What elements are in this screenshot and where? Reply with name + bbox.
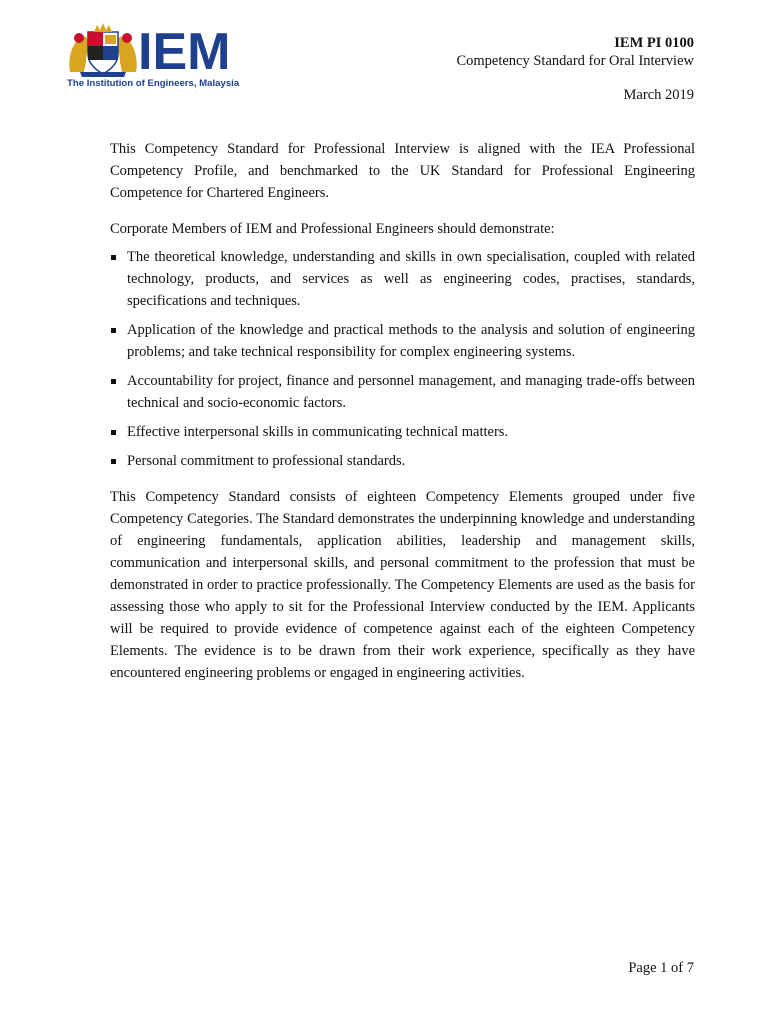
list-item: Accountability for project, finance and personnel management, and managing trade-offs between technical and socio-economic factors. — [110, 370, 695, 414]
document-date: March 2019 — [623, 87, 694, 103]
intro-paragraph: This Competency Standard for Professional Interview is aligned with the IEA Professional Competency Profile, and benchmarked to the UK Standard for Professional Engineering Competence for Chartered Engineers. — [110, 141, 695, 201]
lead-paragraph: Corporate Members of IEM and Professional Engineers should demonstrate: — [110, 221, 555, 237]
document-title: Competency Standard for Oral Interview — [456, 53, 694, 69]
list-item: Effective interpersonal skills in communicating technical matters. — [110, 421, 695, 443]
competency-list — [110, 246, 695, 472]
list-item: Application of the knowledge and practical methods to the analysis and solution of engineering problems; and take technical responsibility for complex engineering systems. — [110, 319, 695, 363]
iem-logo — [64, 22, 254, 94]
logo-wordmark: IEM — [138, 23, 231, 78]
logo-tagline: The Institution of Engineers, Malaysia — [67, 78, 240, 89]
list-item: Personal commitment to professional standards. — [110, 450, 695, 472]
crest-icon — [64, 22, 254, 78]
document-body — [110, 138, 695, 684]
list-item: The theoretical knowledge, understanding and skills in own specialisation, coupled with related technology, products, and services as well as engineering codes, practises, standards, specifications and techniques. — [110, 246, 695, 312]
document-header — [456, 34, 694, 104]
document-id: IEM PI 0100 — [614, 35, 694, 51]
page-number: Page 1 of 7 — [628, 960, 694, 976]
closing-paragraph: This Competency Standard consists of eighteen Competency Elements grouped under five Competency Categories. The Standard demonstrates the underpinning knowledge and understanding of engineering fundamentals, application abilities, leadership and management skills, communication and interpersonal skills, and personal commitment to the profession that must be demonstrated in order to practice professionally. The Competency Elements are used as the basis for assessing those who apply to sit for the Professional Interview conducted by the IEM. Applicants will be required to provide evidence of competence against each of the eighteen Competency Elements. The evidence is to be drawn from their work experience, specifically as they have encountered engineering problems or engaged in engineering activities. — [110, 489, 695, 681]
